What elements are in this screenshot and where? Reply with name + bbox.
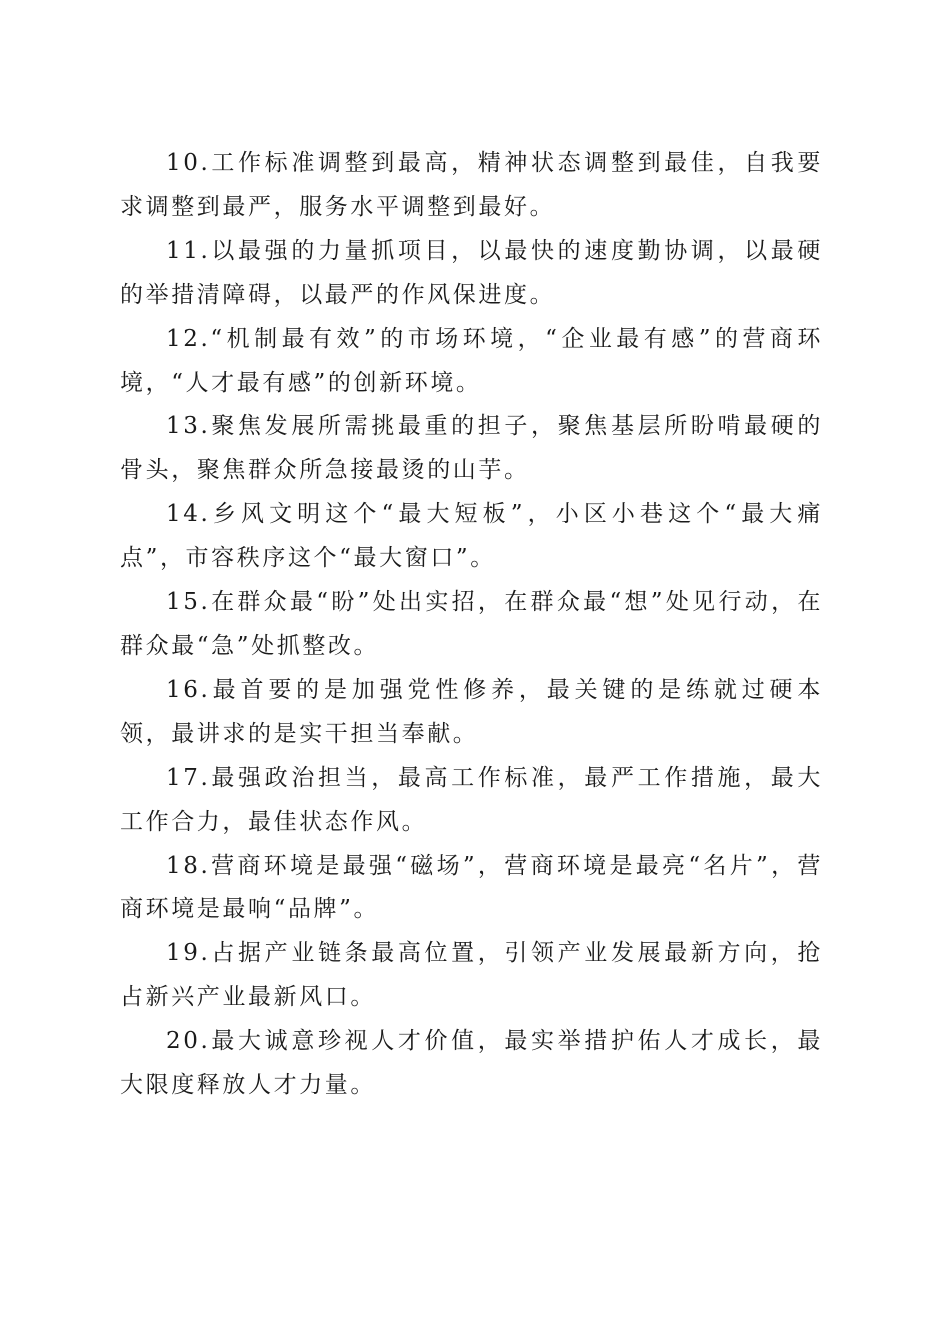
paragraph-10: 10.工作标准调整到最高，精神状态调整到最佳，自我要求调整到最严，服务水平调整到最好。 bbox=[120, 150, 823, 220]
paragraph-17: 17.最强政治担当，最高工作标准，最严工作措施，最大工作合力，最佳状态作风。 bbox=[120, 764, 823, 835]
paragraph-11: 11.以最强的力量抓项目，以最快的速度勤协调，以最硬的举措清障碍，以最严的作风保进度。 bbox=[120, 237, 823, 308]
paragraph-14: 14.乡风文明这个“最大短板”，小区小巷这个“最大痛点”，市容秩序这个“最大窗口”。 bbox=[120, 501, 823, 572]
paragraph-19: 19.占据产业链条最高位置，引领产业发展最新方向，抢占新兴产业最新风口。 bbox=[120, 940, 823, 1011]
paragraph-12: 12.“机制最有效”的市场环境，“企业最有感”的营商环境，“人才最有感”的创新环境。 bbox=[120, 325, 823, 396]
paragraph-13: 13.聚焦发展所需挑最重的担子，聚焦基层所盼啃最硬的骨头，聚焦群众所急接最烫的山芋。 bbox=[120, 413, 823, 484]
paragraph-15: 15.在群众最“盼”处出实招，在群众最“想”处见行动，在群众最“急”处抓整改。 bbox=[120, 589, 823, 659]
paragraph-18: 18.营商环境是最强“磁场”，营商环境是最亮“名片”，营商环境是最响“品牌”。 bbox=[120, 852, 823, 923]
document-body bbox=[120, 142, 823, 1108]
paragraph-16: 16.最首要的是加强党性修养，最关键的是练就过硬本领，最讲求的是实干担当奉献。 bbox=[120, 676, 823, 747]
paragraph-20: 20.最大诚意珍视人才价值，最实举措护佑人才成长，最大限度释放人才力量。 bbox=[120, 1028, 823, 1099]
